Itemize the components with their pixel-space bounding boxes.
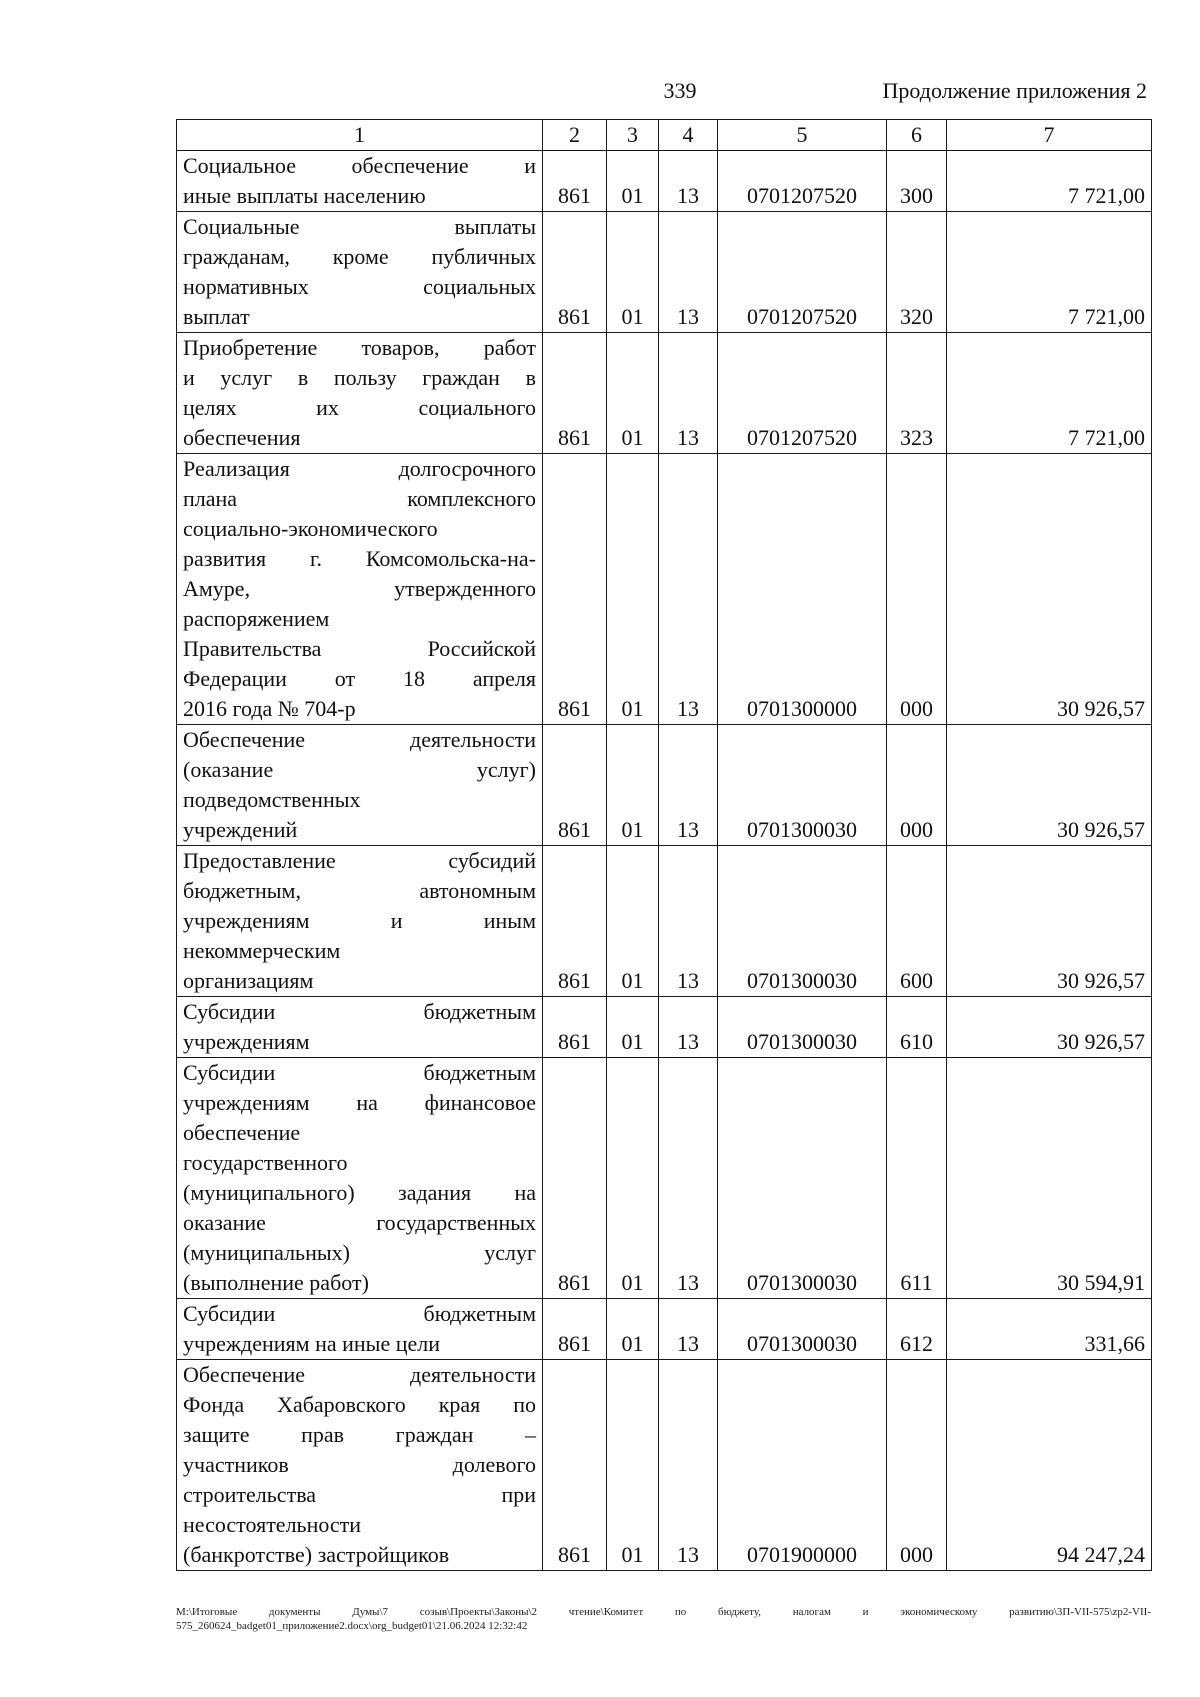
expense-type-cell: 320	[887, 212, 947, 333]
amount-cell: 7 721,00	[947, 212, 1152, 333]
row-name-cell	[177, 1299, 543, 1360]
row-name-line: учреждениям и иным	[183, 908, 536, 933]
amount-cell: 30 926,57	[947, 725, 1152, 846]
document-path-footer: М:\Итоговые документы Думы\7 созыв\Проекты\Законы\2 чтение\Комитет по бюджету, налогам и экономическому развитию\3П-VII-575\zp2-VII-575_260624_badget01_приложение2.docx\org_budget01\21.06.2024 12:32:42	[176, 1606, 1151, 1632]
table-row	[177, 333, 1152, 454]
table-row	[177, 151, 1152, 212]
section-cell: 01	[607, 1299, 659, 1360]
row-name-line: организациям	[183, 968, 314, 993]
table-row	[177, 725, 1152, 846]
column-header: 7	[947, 120, 1152, 151]
section-cell: 01	[607, 725, 659, 846]
row-name-line: Правительства Российской	[183, 636, 536, 661]
table-row	[177, 1360, 1152, 1571]
row-name-line: Амуре, утвержденного	[183, 576, 536, 601]
target-article-cell: 0701207520	[718, 151, 887, 212]
target-article-cell: 0701207520	[718, 212, 887, 333]
section-cell: 01	[607, 1058, 659, 1299]
expense-type-cell: 300	[887, 151, 947, 212]
expense-type-cell: 610	[887, 997, 947, 1058]
row-name-line: гражданам, кроме публичных	[183, 244, 536, 269]
section-cell: 01	[607, 333, 659, 454]
row-name-line: выплат	[183, 304, 250, 329]
expense-type-cell: 000	[887, 1360, 947, 1571]
subsection-cell: 13	[659, 1299, 718, 1360]
column-header: 6	[887, 120, 947, 151]
row-name-line: 2016 года № 704-р	[183, 696, 356, 721]
row-name-line: Субсидии бюджетным	[183, 1060, 536, 1085]
target-article-cell: 0701900000	[718, 1360, 887, 1571]
amount-cell: 94 247,24	[947, 1360, 1152, 1571]
subsection-cell: 13	[659, 997, 718, 1058]
column-header: 4	[659, 120, 718, 151]
section-cell: 01	[607, 997, 659, 1058]
row-name-line: распоряжением	[183, 606, 330, 631]
subsection-cell: 13	[659, 151, 718, 212]
section-cell: 01	[607, 151, 659, 212]
target-article-cell: 0701207520	[718, 333, 887, 454]
section-cell: 01	[607, 454, 659, 725]
amount-cell: 7 721,00	[947, 333, 1152, 454]
table-row	[177, 454, 1152, 725]
row-name-line: учреждениям	[183, 1029, 310, 1054]
table-header-row	[177, 120, 1152, 151]
expense-type-cell: 600	[887, 846, 947, 997]
row-name-line: Обеспечение деятельности	[183, 1362, 536, 1387]
row-name-line: развития г. Комсомольска-на-	[183, 546, 536, 571]
row-name-line: строительства при	[183, 1482, 536, 1507]
row-name-line: Социальное обеспечение и	[183, 153, 536, 178]
budget-table	[176, 119, 1152, 1571]
amount-cell: 30 926,57	[947, 454, 1152, 725]
table-row	[177, 212, 1152, 333]
code-cell: 861	[543, 151, 607, 212]
table-row	[177, 1058, 1152, 1299]
row-name-cell	[177, 454, 543, 725]
amount-cell: 30 926,57	[947, 997, 1152, 1058]
subsection-cell: 13	[659, 725, 718, 846]
expense-type-cell: 612	[887, 1299, 947, 1360]
row-name-line: учреждениям на иные цели	[183, 1331, 440, 1356]
row-name-line: целях их социального	[183, 395, 536, 420]
subsection-cell: 13	[659, 846, 718, 997]
row-name-line: обеспечение	[183, 1120, 301, 1145]
amount-cell: 30 594,91	[947, 1058, 1152, 1299]
column-header: 3	[607, 120, 659, 151]
row-name-cell	[177, 997, 543, 1058]
row-name-line: (муниципальных) услуг	[183, 1240, 536, 1265]
target-article-cell: 0701300030	[718, 846, 887, 997]
code-cell: 861	[543, 725, 607, 846]
target-article-cell: 0701300030	[718, 997, 887, 1058]
table-row	[177, 846, 1152, 997]
row-name-cell	[177, 1360, 543, 1571]
row-name-line: Приобретение товаров, работ	[183, 335, 536, 360]
row-name-line: нормативных социальных	[183, 274, 536, 299]
subsection-cell: 13	[659, 212, 718, 333]
row-name-line: оказание государственных	[183, 1210, 536, 1235]
code-cell: 861	[543, 846, 607, 997]
amount-cell: 30 926,57	[947, 846, 1152, 997]
code-cell: 861	[543, 997, 607, 1058]
row-name-line: защите прав граждан –	[183, 1422, 536, 1447]
expense-type-cell: 000	[887, 725, 947, 846]
row-name-line: (выполнение работ)	[183, 1270, 369, 1295]
table-body	[177, 151, 1152, 1571]
target-article-cell: 0701300000	[718, 454, 887, 725]
column-header: 5	[718, 120, 887, 151]
code-cell: 861	[543, 1058, 607, 1299]
page-number: 339	[663, 78, 697, 103]
amount-cell: 331,66	[947, 1299, 1152, 1360]
row-name-line: государственного	[183, 1150, 348, 1175]
row-name-line: (банкротстве) застройщиков	[183, 1542, 450, 1567]
table-row	[177, 1299, 1152, 1360]
code-cell: 861	[543, 1299, 607, 1360]
row-name-cell	[177, 725, 543, 846]
row-name-line: и услуг в пользу граждан в	[183, 365, 536, 390]
row-name-line: Фонда Хабаровского края по	[183, 1392, 536, 1417]
code-cell: 861	[543, 212, 607, 333]
row-name-line: Обеспечение деятельности	[183, 727, 536, 752]
section-cell: 01	[607, 1360, 659, 1571]
table-row	[177, 997, 1152, 1058]
subsection-cell: 13	[659, 1058, 718, 1299]
target-article-cell: 0701300030	[718, 1058, 887, 1299]
row-name-cell	[177, 212, 543, 333]
target-article-cell: 0701300030	[718, 1299, 887, 1360]
row-name-line: несостоятельности	[183, 1512, 362, 1537]
row-name-line: плана комплексного	[183, 486, 536, 511]
expense-type-cell: 323	[887, 333, 947, 454]
subsection-cell: 13	[659, 1360, 718, 1571]
row-name-line: Социальные выплаты	[183, 214, 536, 239]
column-header: 2	[543, 120, 607, 151]
target-article-cell: 0701300030	[718, 725, 887, 846]
row-name-line: иные выплаты населению	[183, 183, 426, 208]
row-name-line: некоммерческим	[183, 938, 341, 963]
appendix-continuation-label: Продолжение приложения 2	[882, 78, 1147, 103]
expense-type-cell: 000	[887, 454, 947, 725]
row-name-line: подведомственных	[183, 787, 361, 812]
row-name-line: Реализация долгосрочного	[183, 456, 536, 481]
amount-cell: 7 721,00	[947, 151, 1152, 212]
row-name-line: Субсидии бюджетным	[183, 999, 536, 1024]
expense-type-cell: 611	[887, 1058, 947, 1299]
row-name-line: социально-экономического	[183, 516, 438, 541]
row-name-line: обеспечения	[183, 425, 301, 450]
column-header: 1	[177, 120, 543, 151]
code-cell: 861	[543, 333, 607, 454]
row-name-line: Предоставление субсидий	[183, 848, 536, 873]
subsection-cell: 13	[659, 333, 718, 454]
row-name-cell	[177, 333, 543, 454]
row-name-cell	[177, 151, 543, 212]
row-name-line: участников долевого	[183, 1452, 536, 1477]
row-name-cell	[177, 1058, 543, 1299]
code-cell: 861	[543, 1360, 607, 1571]
row-name-line: бюджетным, автономным	[183, 878, 536, 903]
row-name-line: учреждений	[183, 817, 298, 842]
subsection-cell: 13	[659, 454, 718, 725]
row-name-line: (оказание услуг)	[183, 757, 536, 782]
row-name-line: Федерации от 18 апреля	[183, 666, 536, 691]
code-cell: 861	[543, 454, 607, 725]
section-cell: 01	[607, 846, 659, 997]
row-name-cell	[177, 846, 543, 997]
section-cell: 01	[607, 212, 659, 333]
row-name-line: Субсидии бюджетным	[183, 1301, 536, 1326]
row-name-line: (муниципального) задания на	[183, 1180, 536, 1205]
row-name-line: учреждениям на финансовое	[183, 1090, 536, 1115]
